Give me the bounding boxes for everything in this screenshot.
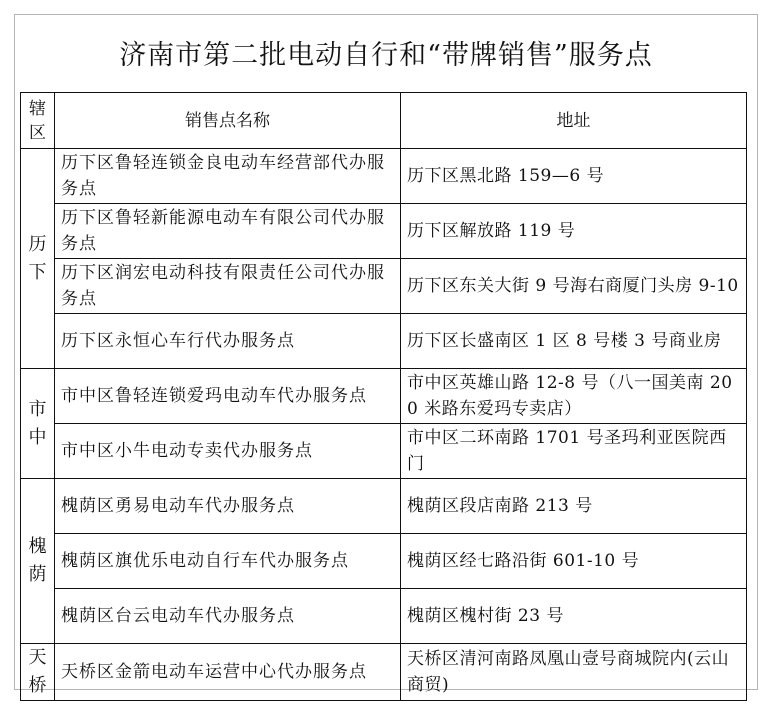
- address-cell: 历下区黑北路 159—6 号: [401, 149, 747, 204]
- table-row: [21, 644, 747, 701]
- name-cell: 市中区鲁轻连锁爱玛电动车代办服务点: [55, 369, 401, 424]
- name-cell: 市中区小牛电动专卖代办服务点: [55, 424, 401, 479]
- address-cell: 槐荫区槐村街 23 号: [401, 589, 747, 644]
- name-cell: 槐荫区旗优乐电动自行车代办服务点: [55, 534, 401, 589]
- address-cell: 历下区长盛南区 1 区 8 号楼 3 号商业房: [401, 314, 747, 369]
- name-cell: 历下区鲁轻新能源电动车有限公司代办服务点: [55, 204, 401, 259]
- table-row: [21, 479, 747, 534]
- table-row: [21, 259, 747, 314]
- district-cell: 市中: [21, 369, 55, 479]
- address-cell: 槐荫区段店南路 213 号: [401, 479, 747, 534]
- table-row: [21, 204, 747, 259]
- name-cell: 天桥区金箭电动车运营中心代办服务点: [55, 644, 401, 701]
- district-cell: 天桥: [21, 644, 55, 701]
- page-title: 济南市第二批电动自行和“带牌销售”服务点: [119, 39, 653, 71]
- table-row: [21, 314, 747, 369]
- address-cell: 槐荫区经七路沿街 601-10 号: [401, 534, 747, 589]
- address-cell: 历下区解放路 119 号: [401, 204, 747, 259]
- name-cell: 槐荫区勇易电动车代办服务点: [55, 479, 401, 534]
- address-cell: 天桥区清河南路凤凰山壹号商城院内(云山商贸): [401, 644, 747, 701]
- address-cell: 市中区二环南路 1701 号圣玛利亚医院西门: [401, 424, 747, 479]
- address-cell: 历下区东关大街 9 号海右商厦门头房 9-10: [401, 259, 747, 314]
- header-address: 地址: [401, 93, 747, 149]
- table-header-row: [21, 93, 747, 149]
- name-cell: 槐荫区台云电动车代办服务点: [55, 589, 401, 644]
- service-points-table: [20, 92, 747, 701]
- address-cell: 市中区英雄山路 12-8 号（八一国美南 200 米路东爱玛专卖店）: [401, 369, 747, 424]
- district-cell: 槐荫: [21, 479, 55, 644]
- name-cell: 历下区鲁轻连锁金良电动车经营部代办服务点: [55, 149, 401, 204]
- table-row: [21, 369, 747, 424]
- header-district: 辖区: [21, 93, 55, 149]
- name-cell: 历下区永恒心车行代办服务点: [55, 314, 401, 369]
- table-row: [21, 424, 747, 479]
- table-row: [21, 534, 747, 589]
- table-row: [21, 149, 747, 204]
- district-cell: 历下: [21, 149, 55, 369]
- name-cell: 历下区润宏电动科技有限责任公司代办服务点: [55, 259, 401, 314]
- table-row: [21, 589, 747, 644]
- header-name: 销售点名称: [55, 93, 401, 149]
